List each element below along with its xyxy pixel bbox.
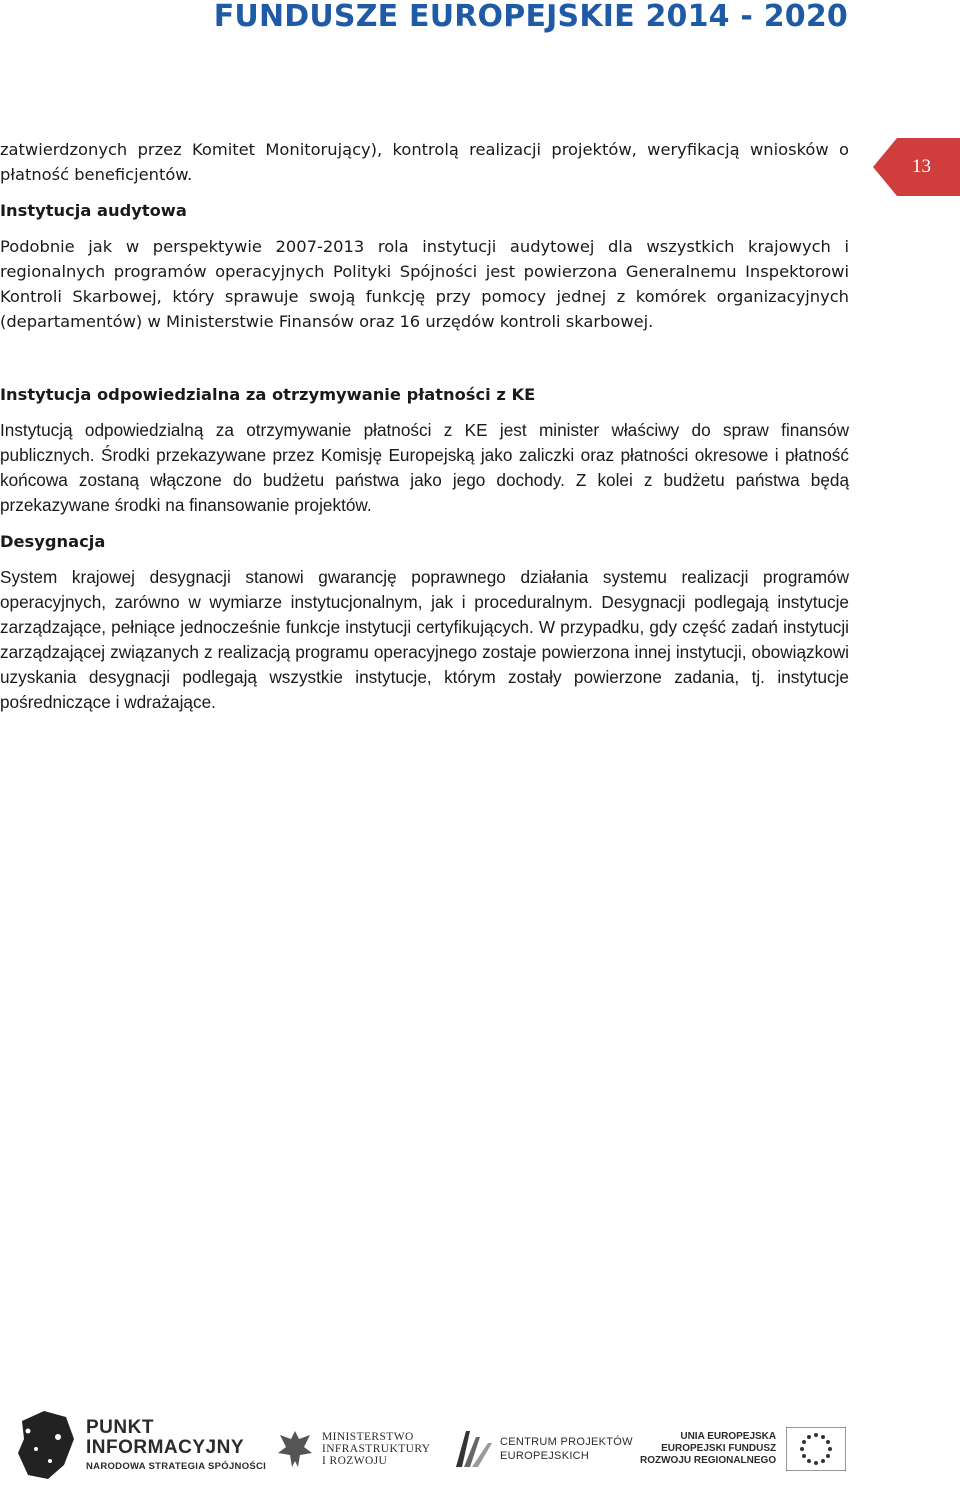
section-text-designation: System krajowej desygnacji stanowi gwarancję poprawnego działania systemu realizacji programów operacyjnych, zarówno w wymiarze instytucjonalnym, jak i proceduralnym. Desygnacji podlegają instytucje zarządzające, pełniące jednocześnie funkcje instytucji certyfikujących. W przypadku, gdy część zadań instytucji zarządzającej związanych z realizacją programu operacyjnego zostaje powierzona innej instytucji, obowiązkowi uzyskania desygnacji podlegają wszystkie instytucje, którym zostały powierzone zadania, tj. instytucje pośredniczące i wdrażające. — [0, 567, 849, 712]
continuation-paragraph: zatwierdzonych przez Komitet Monitorujący), kontrolą realizacji projektów, weryfikacją wniosków o płatność beneficjentów. — [0, 140, 849, 184]
eu-line2: EUROPEJSKI FUNDUSZ — [661, 1443, 777, 1454]
punkt-line2: INFORMACYJNY — [86, 1437, 245, 1458]
section-heading-designation: Desygnacja — [0, 532, 106, 551]
section-heading-audit: Instytucja audytowa — [0, 201, 187, 220]
cpe-line1: CENTRUM PROJEKTÓW — [500, 1436, 633, 1448]
eu-flag-icon — [786, 1427, 846, 1471]
section-text-audit: Podobnie jak w perspektywie 2007-2013 rola instytucji audytowej dla wszystkich krajowych i regionalnych programów operacyjnych Polityki Spójności jest powierzona Generalnemu Inspektorowi Kontroli Skarbowej, który sprawuje swoją funkcję przy pomocy jednej z komórek organizacyjnych (departamentów) w Ministerstwie Finansów oraz 16 urzędów kontroli skarbowej. — [0, 237, 849, 331]
ministry-line2: INFRASTRUKTURY — [322, 1443, 431, 1455]
cpe-swoosh-icon — [452, 1427, 494, 1471]
document-header-title: FUNDUSZE EUROPEJSKIE 2014 - 2020 — [213, 0, 848, 34]
page-number-badge — [873, 138, 960, 196]
document-body — [0, 137, 849, 715]
eu-line1: UNIA EUROPEJSKA — [680, 1431, 777, 1442]
page-number: 13 — [912, 156, 931, 177]
ministry-line1: MINISTERSTWO — [322, 1431, 414, 1443]
eagle-emblem-icon — [276, 1427, 314, 1471]
section-text-payments: Instytucją odpowiedzialną za otrzymywanie płatności z KE jest minister właściwy do spraw finansów publicznych. Środki przekazywane przez Komisję Europejską jako zaliczki oraz płatności okresowe i płatność końcowa zostaną włączone do budżetu państwa jako jego dochody. Z kolei z budżetu państwa będą przekazywane środki na finansowanie projektów. — [0, 420, 849, 515]
eu-line3: ROZWOJU REGIONALNEGO — [640, 1455, 777, 1466]
section-heading-payments: Instytucja odpowiedzialna za otrzymywanie płatności z KE — [0, 385, 536, 404]
punkt-line3: NARODOWA STRATEGIA SPÓJNOŚCI — [86, 1461, 267, 1472]
footer-logos — [0, 1405, 960, 1485]
punkt-line1: PUNKT — [86, 1417, 154, 1438]
ministry-logo — [276, 1427, 430, 1471]
ministry-line3: I ROZWOJU — [322, 1455, 388, 1467]
punkt-informacyjny-logo — [14, 1409, 266, 1481]
cpe-line2: EUROPEJSKICH — [500, 1450, 590, 1462]
punkt-map-icon — [14, 1409, 76, 1481]
cpe-logo — [452, 1427, 633, 1471]
eu-logo — [640, 1427, 846, 1471]
